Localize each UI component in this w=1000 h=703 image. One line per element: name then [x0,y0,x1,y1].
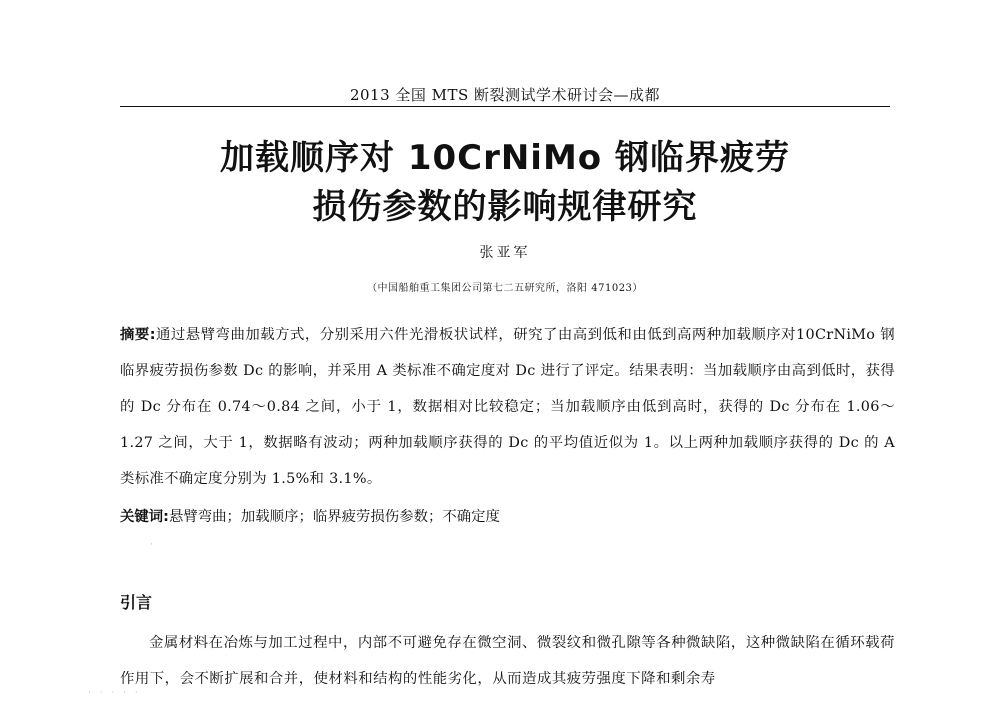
keywords [120,505,895,529]
abstract [120,317,895,497]
abstract-text: 通过悬臂弯曲加载方式，分别采用六件光滑板状试样，研究了由高到低和由低到高两种加载顺序对10CrNiMo 钢临界疲劳损伤参数 Dc 的影响，并采用 A 类标准不确定度对 Dc 进行了评定。结果表明：当加载顺序由高到低时，获得的 Dc 分布在 0.74～0.84 之间，小于 1，数据相对比较稳定；当加载顺序由低到高时，获得的 Dc 分布在 1.06～1.27 之间，大于 1，数据略有波动；两种加载顺序获得的 Dc 的平均值近似为 1。以上两种加载顺序获得的 Dc 的 A 类标准不确定度分别为 1.5%和 3.1%。 [120,327,895,487]
abstract-label: 摘要: [120,327,156,343]
scan-speck: · [150,540,156,550]
intro-paragraph: 金属材料在冶炼与加工过程中，内部不可避免存在微空洞、微裂纹和微孔隙等各种微缺陷，这种微缺陷在循环载荷作用下，会不断扩展和合并，使材料和结构的性能劣化，从而造成其疲劳强度下降和剩余寿 [120,635,895,687]
title-line-1: 加载顺序对 10CrNiMo 钢临界疲劳 [219,138,790,178]
running-head: 2013 全国 MTS 断裂测试学术研讨会—成都 [349,86,661,104]
keywords-label: 关键词: [120,509,169,525]
scan-speck: · · · · · [88,688,141,698]
affiliation: （中国船舶重工集团公司第七二五研究所，洛阳 471023） [367,283,643,294]
section-heading: 引言 [120,593,153,612]
keywords-text: 悬臂弯曲；加载顺序；临界疲劳损伤参数；不确定度 [168,509,500,525]
header-rule [120,106,890,107]
author: 张亚军 [479,245,531,261]
title-line-2: 损伤参数的影响规律研究 [312,187,698,227]
